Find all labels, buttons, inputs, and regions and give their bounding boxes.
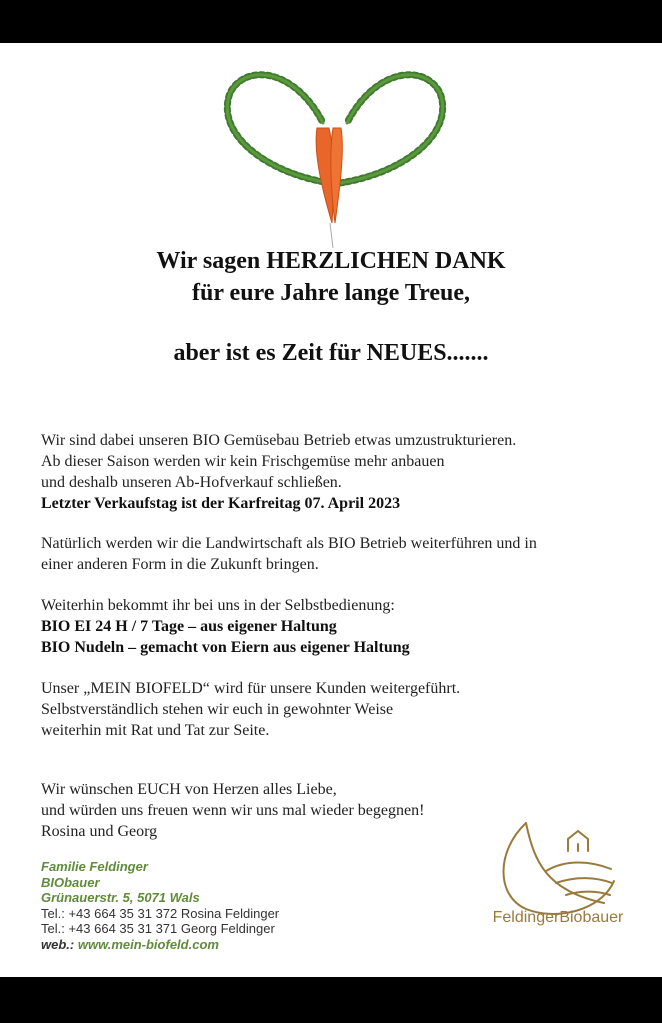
text-line: Unser „MEIN BIOFELD“ wird für unsere Kunden weitergeführt.	[41, 680, 461, 697]
text-line: Selbstverständlich stehen wir euch in gewohnter Weise	[41, 701, 394, 718]
web-label: web.:	[41, 936, 75, 952]
text-line: Wir sind dabei unseren BIO Gemüsebau Betrieb etwas umzustrukturieren.	[41, 432, 517, 449]
web-link[interactable]: www.mein-biofeld.com	[77, 936, 219, 952]
contact-tel-georg: Tel.: +43 664 35 31 371 Georg Feldinger	[41, 921, 275, 937]
contact-web	[41, 937, 279, 953]
contact-address: Grünauerstr. 5, 5071 Wals	[41, 890, 200, 906]
contact-family: Familie Feldinger	[41, 859, 148, 874]
text-line: Weiterhin bekommt ihr bei uns in der Selbstbedienung:	[41, 597, 395, 614]
last-sale-day: Letzter Verkaufstag ist der Karfreitag 07. April 2023	[41, 495, 401, 512]
contact-role: BIObauer	[41, 874, 100, 890]
paragraph-restructure	[41, 430, 631, 514]
heading-line-1: Wir sagen HERZLICHEN DANK	[156, 248, 506, 274]
text-line: Natürlich werden wir die Landwirtschaft als BIO Betrieb weiterführen und in	[41, 535, 537, 552]
contact-block	[41, 859, 279, 953]
signature: Rosina und Georg	[41, 823, 158, 840]
paragraph-self-service	[41, 595, 631, 658]
text-line: einer anderen Form in die Zukunft bringen.	[41, 556, 319, 573]
text-line: Ab dieser Saison werden wir kein Frischgemüse mehr anbauen	[41, 453, 445, 470]
text-line: und deshalb unseren Ab-Hofverkauf schließen.	[41, 474, 342, 491]
offer-noodles: BIO Nudeln – gemacht von Eiern aus eigener Haltung	[41, 639, 410, 656]
text-line: Wir wünschen EUCH von Herzen alles Liebe,	[41, 781, 337, 798]
paragraph-biofeld	[41, 678, 631, 741]
text-line: weiterhin mit Rat und Tat zur Seite.	[41, 722, 270, 739]
contact-tel-rosina: Tel.: +43 664 35 31 372 Rosina Feldinger	[41, 905, 280, 921]
offer-eggs: BIO EI 24 H / 7 Tage – aus eigener Haltung	[41, 618, 337, 635]
flyer-page	[0, 43, 662, 977]
feldinger-logo-icon	[486, 811, 636, 961]
logo-text: FeldingerBiobauer	[492, 909, 624, 926]
text-line: und würden uns freuen wenn wir uns mal wieder begegnen!	[41, 802, 425, 819]
heading-line-2: für eure Jahre lange Treue,	[192, 280, 470, 306]
carrot-heart-image	[205, 53, 465, 253]
paragraph-continue	[41, 533, 631, 575]
heading-line-3: aber ist es Zeit für NEUES.......	[173, 340, 489, 366]
